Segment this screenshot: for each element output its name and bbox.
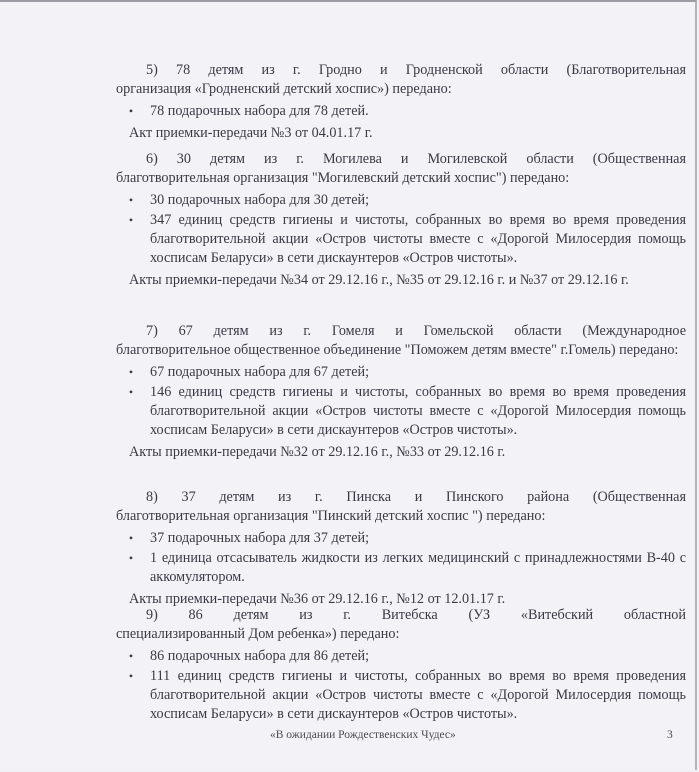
list-item	[116, 529, 686, 548]
section-6	[116, 150, 686, 290]
list-item-text: 111 единиц средств гигиены и чистоты, собранных во время во время проведения благотворительной акции «Остров чистоты вместе с «Дорогой Милосердия помощь хосписам Беларуси» в сети дискаунтеров «Остров чистоты».	[150, 668, 686, 722]
act-reference: Акты приемки-передачи №34 от 29.12.16 г., №35 от 29.12.16 г. и №37 от 29.12.16 г.	[129, 272, 629, 288]
page-number: 3	[667, 729, 673, 741]
list-item-text: 37 подарочных набора для 37 детей;	[150, 530, 370, 546]
section-8	[116, 488, 686, 609]
list-item	[116, 102, 686, 121]
list-item	[116, 191, 686, 210]
list-item	[116, 549, 686, 587]
section-heading-line: благотворительное общественное объединение "Поможем детям вместе" г.Гомель) передано:	[116, 342, 679, 358]
list-item-text: 78 подарочных набора для 78 детей.	[150, 103, 369, 119]
item-list	[116, 647, 686, 724]
section-9	[116, 606, 686, 727]
list-item	[116, 667, 686, 724]
section-5	[116, 61, 686, 143]
bullet-icon: •	[128, 104, 134, 118]
act-reference: Акты приемки-передачи №32 от 29.12.16 г., №33 от 29.12.16 г.	[129, 444, 506, 460]
list-item-text: 1 единица отсасыватель жидкости из легких медицинский с принадлежностями В-40 с аккомулятором.	[150, 550, 686, 585]
item-list	[116, 363, 686, 440]
list-item	[116, 647, 686, 666]
list-item-text: 30 подарочных набора для 30 детей;	[150, 192, 370, 208]
bullet-icon: •	[128, 213, 134, 227]
act-reference: Акты приемки-передачи №36 от 29.12.16 г., №12 от 12.01.17 г.	[129, 591, 506, 607]
list-item	[116, 211, 686, 268]
bullet-icon: •	[128, 551, 134, 565]
section-heading-line: благотворительная организация "Могилевский детский хоспис") передано:	[116, 170, 570, 186]
item-list	[116, 529, 686, 587]
bullet-icon: •	[128, 193, 134, 207]
list-item	[116, 363, 686, 382]
item-list	[116, 191, 686, 268]
section-heading-line: 7) 67 детям из г. Гомеля и Гомельской области (Международное	[146, 323, 686, 339]
item-list	[116, 102, 686, 121]
list-item-text: 347 единиц средств гигиены и чистоты, собранных во время во время проведения благотворительной акции «Остров чистоты вместе с «Дорогой Милосердия помощь хосписам Беларуси» в сети дискаунтеров «Остров чистоты».	[150, 212, 686, 266]
list-item	[116, 383, 686, 440]
section-heading-line: 6) 30 детям из г. Могилева и Могилевской области (Общественная	[146, 151, 686, 167]
bullet-icon: •	[128, 385, 134, 399]
section-heading-line: 9) 86 детям из г. Витебска (УЗ «Витебский областной	[146, 607, 686, 623]
act-reference: Акт приемки-передачи №3 от 04.01.17 г.	[129, 125, 373, 141]
list-item-text: 86 подарочных набора для 86 детей;	[150, 648, 370, 664]
section-heading-line: 5) 78 детям из г. Гродно и Гродненской области (Благотворительная	[146, 62, 686, 78]
bullet-icon: •	[128, 649, 134, 663]
section-heading-line: 8) 37 детям из г. Пинска и Пинского района (Общественная	[146, 489, 686, 505]
section-heading-line: организация «Гродненский детский хоспис») передано:	[116, 81, 452, 97]
page-footer-title: «В ожидании Рождественских Чудес»	[270, 729, 456, 741]
list-item-text: 67 подарочных набора для 67 детей;	[150, 364, 370, 380]
section-7	[116, 322, 686, 462]
list-item-text: 146 единиц средств гигиены и чистоты, собранных во время во время проведения благотворительной акции «Остров чистоты вместе с «Дорогой Милосердия помощь хосписам Беларуси» в сети дискаунтеров «Остров чистоты».	[150, 384, 686, 438]
section-heading-line: благотворительная организация "Пинский детский хоспис ") передано:	[116, 508, 546, 524]
section-heading-line: специализированный Дом ребенка») передано:	[116, 626, 400, 642]
bullet-icon: •	[128, 531, 134, 545]
bullet-icon: •	[128, 669, 134, 683]
bullet-icon: •	[128, 365, 134, 379]
